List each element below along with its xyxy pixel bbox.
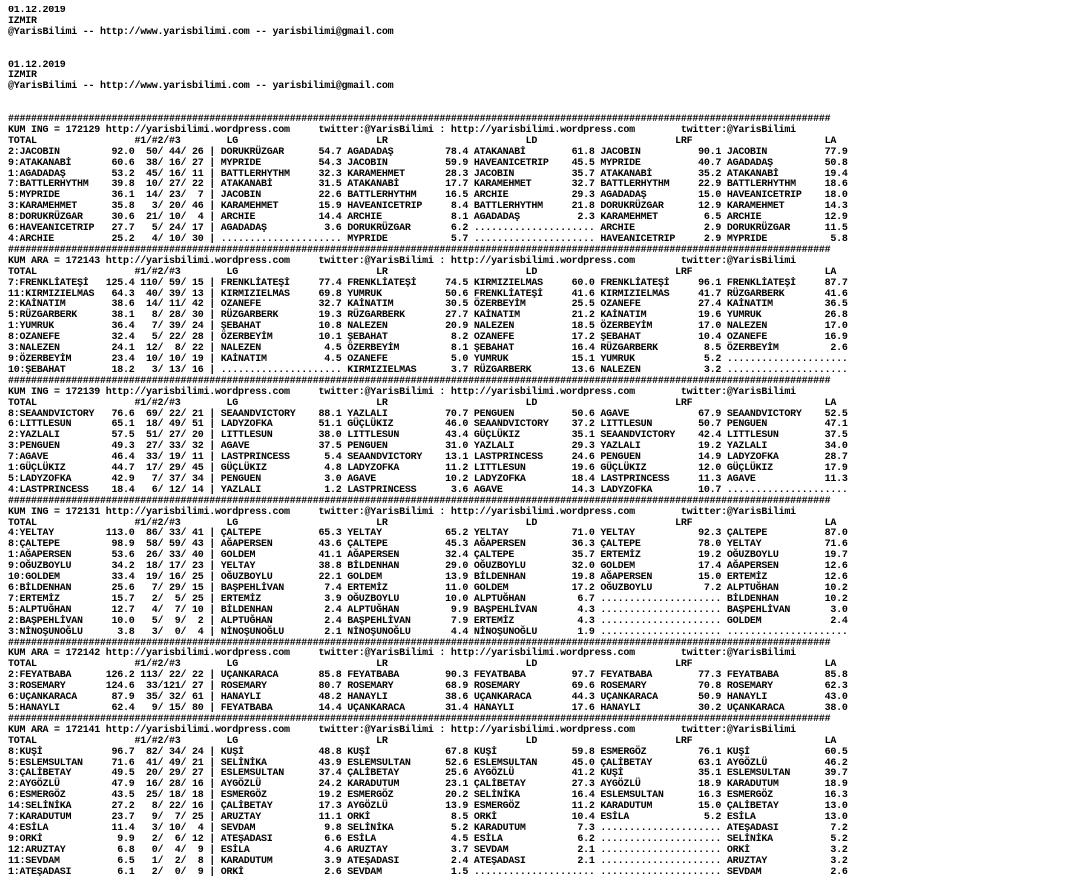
section-separator: ############################################################################################################################################### bbox=[8, 375, 831, 387]
result-row: 5:ALPTUĞHAN 12.7 4/ 7/ 10 | BİLDENHAN 2.4 ALPTUĞHAN 9.9 BAŞPEHLİVAN 4.3 ..................... BAŞPEHLİVAN 3.0 bbox=[8, 604, 848, 616]
result-row: 3:PENGUEN 49.3 27/ 33/ 32 | AGAVE 37.5 PENGUEN 31.0 YAZLALI 29.3 YAZLALI 19.2 YAZLALI 34.0 bbox=[8, 441, 848, 453]
result-row: 2:KAİNATIM 38.6 14/ 11/ 42 | OZANEFE 32.7 KAİNATIM 30.5 ÖZERBEYİM 25.5 OZANEFE 27.4 KAİNATIM 36.5 bbox=[8, 299, 848, 311]
section-title: KUM ING = 172139 http://yarisbilimi.wordpress.com twitter:@YarisBilimi : http://yarisbilimi.wordpress.com twitter:@YarisBilimi bbox=[8, 386, 796, 398]
section-title: KUM ARA = 172141 http://yarisbilimi.wordpress.com twitter:@YarisBilimi : http://yarisbilimi.wordpress.com twitter:@YarisBilimi bbox=[8, 724, 796, 736]
race-section bbox=[8, 115, 1071, 246]
result-row: 5:ESLEMSULTAN 71.6 41/ 49/ 21 | SELİNİKA 43.9 ESLEMSULTAN 52.6 ESLEMSULTAN 45.0 ÇALİBETAY 63.1 AYGÖZLÜ 46.2 bbox=[8, 757, 848, 769]
section-title: KUM ING = 172131 http://yarisbilimi.wordpress.com twitter:@YarisBilimi : http://yarisbilimi.wordpress.com twitter:@YarisBilimi bbox=[8, 506, 796, 518]
result-row: 5:LADYZOFKA 42.9 7/ 37/ 34 | PENGUEN 3.0 AGAVE 10.2 LADYZOFKA 18.4 LASTPRINCESS 11.3 AGAVE 11.3 bbox=[8, 473, 848, 485]
result-row: 4:YELTAY 113.0 86/ 33/ 41 | ÇALTEPE 65.3 YELTAY 65.2 YELTAY 71.0 YELTAY 92.3 ÇALTEPE 87.0 bbox=[8, 528, 848, 540]
result-row: 9:ORKİ 9.9 2/ 6/ 12 | ATEŞADASI 6.6 ESİLA 4.5 ESİLA 6.2 ..................... SELİNİKA 5.2 bbox=[8, 833, 848, 845]
result-row: 1:ATEŞADASI 6.1 2/ 0/ 9 | ORKİ 2.6 SEVDAM 1.5 ..................... ..................... SEVDAM 2.6 bbox=[8, 866, 848, 878]
column-header: TOTAL #1/#2/#3 LG LR LD LRF LA bbox=[8, 735, 837, 747]
result-row: 2:AYGÖZLÜ 47.9 16/ 28/ 16 | AYGÖZLÜ 24.2 KARADUTUM 23.1 ÇALİBETAY 27.3 AYGÖZLÜ 18.9 KARADUTUM 18.9 bbox=[8, 779, 848, 791]
result-row: 3:KARAMEHMET 35.8 3/ 20/ 46 | KARAMEHMET 15.9 HAVEANICETRIP 8.4 BATTLERHYTHM 21.8 DORUKRÜZGAR 12.9 KARAMEHMET 14.3 bbox=[8, 201, 848, 213]
result-row: 12:ARUZTAY 6.8 0/ 4/ 9 | ESİLA 4.6 ARUZTAY 3.7 SEVDAM 2.1 ..................... ORKİ 3.2 bbox=[8, 844, 848, 856]
section-title: KUM ARA = 172142 http://yarisbilimi.wordpress.com twitter:@YarisBilimi : http://yarisbilimi.wordpress.com twitter:@YarisBilimi bbox=[8, 648, 796, 660]
result-row: 8:SEAANDVICTORY 76.6 69/ 22/ 21 | SEAANDVICTORY 88.1 YAZLALI 70.7 PENGUEN 50.6 AGAVE 67.9 SEAANDVICTORY 52.5 bbox=[8, 408, 848, 420]
header-block-2: 01.12.2019 IZMIR @YarisBilimi -- http://www.yarisbilimi.com -- yarisbilimi@gmail.com bbox=[8, 59, 394, 93]
result-row: 8:DORUKRÜZGAR 30.6 21/ 10/ 4 | ARCHIE 14.4 ARCHIE 8.1 AGADADAŞ 2.3 KARAMEHMET 6.5 ARCHIE 12.9 bbox=[8, 212, 848, 224]
race-section bbox=[8, 715, 1071, 879]
result-row: 11:SEVDAM 6.5 1/ 2/ 8 | KARADUTUM 3.9 ATEŞADASI 2.4 ATEŞADASI 2.1 ..................... ARUZTAY 3.2 bbox=[8, 855, 848, 867]
result-row: 4:LASTPRINCESS 18.4 6/ 12/ 14 | YAZLALI 1.2 LASTPRINCESS 3.6 AGAVE 14.3 LADYZOFKA 10.7 ..................... bbox=[8, 484, 848, 496]
result-row: 6:HAVEANICETRIP 27.7 5/ 24/ 17 | AGADADAŞ 3.6 DORUKRÜZGAR 6.2 ..................... ARCHIE 2.9 DORUKRÜZGAR 11.5 bbox=[8, 223, 848, 235]
result-row: 6:UÇANKARACA 87.9 35/ 32/ 61 | HANAYLI 48.2 HANAYLI 38.6 UÇANKARACA 44.3 UÇANKARACA 50.9 HANAYLI 43.0 bbox=[8, 692, 848, 704]
column-header: TOTAL #1/#2/#3 LG LR LD LRF LA bbox=[8, 517, 837, 529]
result-row: 4:ESİLA 11.4 3/ 10/ 4 | SEVDAM 9.8 SELİNİKA 5.2 KARADUTUM 7.3 ..................... ATEŞADASI 7.2 bbox=[8, 822, 848, 834]
result-row: 3:ÇALİBETAY 49.5 20/ 29/ 27 | ESLEMSULTAN 37.4 ÇALİBETAY 25.6 AYGÖZLÜ 41.2 KUŞİ 35.1 ESLEMSULTAN 39.7 bbox=[8, 768, 848, 780]
result-row: 6:BİLDENHAN 25.6 7/ 29/ 15 | BAŞPEHLİVAN 7.4 ERTEMİZ 11.0 GOLDEM 17.2 OĞUZBOYLU 7.2 ALPTUĞHAN 10.2 bbox=[8, 583, 848, 594]
section-separator: ############################################################################################################################################### bbox=[8, 495, 831, 507]
result-row: 5:HANAYLI 62.4 9/ 15/ 80 | FEYATBABA 14.4 UÇANKARACA 31.4 HANAYLI 17.6 HANAYLI 30.2 UÇANKARACA 38.0 bbox=[8, 702, 848, 714]
section-title: KUM ING = 172129 http://yarisbilimi.wordpress.com twitter:@YarisBilimi : http://yarisbilimi.wordpress.com twitter:@YarisBilimi bbox=[8, 124, 796, 136]
result-row: 1:YUMRUK 36.4 7/ 39/ 24 | ŞEBAHAT 10.8 NALEZEN 20.9 NALEZEN 18.5 ÖZERBEYİM 17.0 NALEZEN 17.0 bbox=[8, 321, 848, 333]
result-row: 7:BATTLERHYTHM 39.8 10/ 27/ 22 | ATAKANABİ 31.5 ATAKANABİ 17.7 KARAMEHMET 32.7 BATTLERHYTHM 22.9 BATTLERHYTHM 18.6 bbox=[8, 179, 848, 191]
result-row: 8:KUŞİ 96.7 82/ 34/ 24 | KUŞİ 48.8 KUŞİ 67.8 KUŞİ 59.8 ESMERGÖZ 76.1 KUŞİ 60.5 bbox=[8, 746, 848, 758]
spacer bbox=[8, 93, 1071, 115]
result-row: 1:AGADADAŞ 53.2 45/ 16/ 11 | BATTLERHYTHM 32.3 KARAMEHMET 28.3 JACOBIN 35.7 ATAKANABİ 35.2 ATAKANABİ 19.4 bbox=[8, 168, 848, 180]
race-section bbox=[8, 639, 1071, 715]
spacer bbox=[8, 39, 1071, 61]
result-row: 5:RÜZGARBERK 38.1 8/ 28/ 30 | RÜZGARBERK 19.3 RÜZGARBERK 27.7 KAİNATIM 21.2 KAİNATIM 19.6 YUMRUK 26.8 bbox=[8, 310, 848, 322]
section-separator: ############################################################################################################################################### bbox=[8, 114, 831, 126]
result-row: 3:NİNOŞUNOĞLU 3.8 3/ 0/ 4 | NİNOŞUNOĞLU 2.1 NİNOŞUNOĞLU 4.4 NİNOŞUNOĞLU 1.9 ..................... ..................... bbox=[8, 626, 848, 638]
result-row: 2:FEYATBABA 126.2 113/ 22/ 22 | UÇANKARACA 85.8 FEYATBABA 90.3 FEYATBABA 97.7 FEYATBABA 77.3 FEYATBABA 85.8 bbox=[8, 670, 848, 682]
results-document bbox=[8, 6, 1071, 884]
column-header: TOTAL #1/#2/#3 LG LR LD LRF LA bbox=[8, 659, 837, 671]
result-row: 10:GOLDEM 33.4 19/ 16/ 25 | OĞUZBOYLU 22.1 GOLDEM 13.9 BİLDENHAN 19.8 AĞAPERSEN 15.0 ERTEMİZ 12.6 bbox=[8, 572, 848, 584]
result-row: 9:OĞUZBOYLU 34.2 18/ 17/ 23 | YELTAY 38.8 BİLDENHAN 29.0 OĞUZBOYLU 32.0 GOLDEM 17.4 AĞAPERSEN 12.6 bbox=[8, 561, 848, 573]
section-title: KUM ARA = 172143 http://yarisbilimi.wordpress.com twitter:@YarisBilimi : http://yarisbilimi.wordpress.com twitter:@YarisBilimi bbox=[8, 255, 796, 267]
result-row: 6:ESMERGÖZ 43.5 25/ 18/ 18 | ESMERGÖZ 19.2 ESMERGÖZ 20.2 SELİNİKA 16.4 ESLEMSULTAN 16.3 ESMERGÖZ 16.3 bbox=[8, 790, 848, 802]
result-row: 2:YAZLALI 57.5 51/ 27/ 20 | LITTLESUN 38.0 LITTLESUN 43.4 GÜÇLÜKIZ 35.1 SEAANDVICTORY 42.4 LITTLESUN 37.5 bbox=[8, 430, 848, 442]
section-separator: ############################################################################################################################################### bbox=[8, 244, 831, 256]
race-section bbox=[8, 377, 1071, 497]
result-row: 9:ATAKANABİ 60.6 38/ 16/ 27 | MYPRIDE 54.3 JACOBIN 59.9 HAVEANICETRIP 45.5 MYPRIDE 40.7 AGADADAŞ 50.8 bbox=[8, 157, 848, 169]
result-row: 8:OZANEFE 32.4 5/ 22/ 28 | ÖZERBEYİM 10.1 ŞEBAHAT 8.2 OZANEFE 17.2 ŞEBAHAT 10.4 OZANEFE 16.9 bbox=[8, 332, 848, 344]
result-row: 7:KARADUTUM 23.7 9/ 7/ 25 | ARUZTAY 11.1 ORKİ 8.5 ORKİ 10.4 ESİLA 5.2 ESİLA 13.0 bbox=[8, 812, 848, 824]
section-separator: ############################################################################################################################################### bbox=[8, 713, 831, 725]
result-row: 8:ÇALTEPE 98.9 58/ 59/ 43 | AĞAPERSEN 43.6 ÇALTEPE 45.3 AĞAPERSEN 36.3 ÇALTEPE 78.0 YELTAY 71.6 bbox=[8, 539, 848, 551]
race-section bbox=[8, 497, 1071, 639]
result-row: 6:LITTLESUN 65.1 18/ 49/ 51 | LADYZOFKA 51.1 GÜÇLÜKIZ 46.0 SEAANDVICTORY 37.2 LITTLESUN 50.7 PENGUEN 47.1 bbox=[8, 419, 848, 431]
column-header: TOTAL #1/#2/#3 LG LR LD LRF LA bbox=[8, 397, 837, 409]
header-block-1: 01.12.2019 IZMIR @YarisBilimi -- http://www.yarisbilimi.com -- yarisbilimi@gmail.com bbox=[8, 6, 394, 38]
result-row: 9:ÖZERBEYİM 23.4 10/ 10/ 19 | KAİNATIM 4.5 OZANEFE 5.0 YUMRUK 15.1 YUMRUK 5.2 ..................... bbox=[8, 353, 848, 365]
result-row: 11:KIRMIZIELMAS 64.3 40/ 39/ 13 | KIRMIZIELMAS 69.8 YUMRUK 50.6 FRENKLİATEŞİ 41.6 KIRMIZIELMAS 41.7 RÜZGARBERK 41.6 bbox=[8, 288, 848, 300]
result-row: 10:ŞEBAHAT 18.2 3/ 13/ 16 | ..................... KIRMIZIELMAS 3.7 RÜZGARBERK 13.6 NALEZEN 3.2 ..................... bbox=[8, 364, 848, 376]
result-row: 4:ARCHIE 25.2 4/ 10/ 30 | ..................... MYPRIDE 5.7 ..................... HAVEANICETRIP 2.9 MYPRIDE 5.8 bbox=[8, 234, 848, 245]
result-row: 5:MYPRIDE 36.1 14/ 23/ 7 | JACOBIN 22.6 BATTLERHYTHM 16.5 ARCHIE 29.3 AGADADAŞ 15.0 HAVEANICETRIP 18.0 bbox=[8, 190, 848, 202]
result-row: 1:AĞAPERSEN 53.6 26/ 33/ 40 | GOLDEM 41.1 AĞAPERSEN 32.4 ÇALTEPE 35.7 ERTEMİZ 19.2 OĞUZBOYLU 19.7 bbox=[8, 550, 848, 562]
race-section bbox=[8, 246, 1071, 377]
result-row: 3:ROSEMARY 124.6 33/121/ 27 | ROSEMARY 80.7 ROSEMARY 68.9 ROSEMARY 69.6 ROSEMARY 70.8 ROSEMARY 62.3 bbox=[8, 681, 848, 693]
section-separator: ############################################################################################################################################### bbox=[8, 637, 831, 649]
result-row: 7:ERTEMİZ 15.7 2/ 5/ 25 | ERTEMİZ 3.9 OĞUZBOYLU 10.0 ALPTUĞHAN 6.7 ..................... BİLDENHAN 10.2 bbox=[8, 593, 848, 605]
result-row: 1:GÜÇLÜKIZ 44.7 17/ 29/ 45 | GÜÇLÜKIZ 4.8 LADYZOFKA 11.2 LITTLESUN 19.6 GÜÇLÜKIZ 12.0 GÜÇLÜKIZ 17.9 bbox=[8, 463, 848, 475]
result-row: 3:NALEZEN 24.1 12/ 8/ 22 | NALEZEN 4.5 ÖZERBEYİM 8.1 ŞEBAHAT 16.4 RÜZGARBERK 8.5 ÖZERBEYİM 2.6 bbox=[8, 343, 848, 355]
result-row: 14:SELİNİKA 27.2 8/ 22/ 16 | ÇALİBETAY 17.3 AYGÖZLÜ 13.9 ESMERGÖZ 11.2 KARADUTUM 15.0 ÇALİBETAY 13.0 bbox=[8, 801, 848, 813]
column-header: TOTAL #1/#2/#3 LG LR LD LRF LA bbox=[8, 135, 837, 147]
result-row: 2:JACOBIN 92.0 50/ 44/ 26 | DORUKRÜZGAR 54.7 AGADADAŞ 78.4 ATAKANABİ 61.8 JACOBIN 90.1 JACOBIN 77.9 bbox=[8, 146, 848, 158]
result-row: 7:AGAVE 46.4 33/ 19/ 11 | LASTPRINCESS 5.4 SEAANDVICTORY 13.1 LASTPRINCESS 24.6 PENGUEN 14.9 LADYZOFKA 28.7 bbox=[8, 452, 848, 464]
column-header: TOTAL #1/#2/#3 LG LR LD LRF LA bbox=[8, 266, 837, 278]
race-sections bbox=[8, 115, 1071, 878]
result-row: 2:BAŞPEHLİVAN 10.0 5/ 9/ 2 | ALPTUĞHAN 2.4 BAŞPEHLİVAN 7.9 ERTEMİZ 4.3 ..................... GOLDEM 2.4 bbox=[8, 615, 848, 627]
result-row: 7:FRENKLİATEŞİ 125.4 110/ 59/ 15 | FRENKLİATEŞİ 77.4 FRENKLİATEŞİ 74.5 KIRMIZIELMAS 60.0 FRENKLİATEŞİ 96.1 FRENKLİATEŞİ 87.7 bbox=[8, 277, 848, 289]
